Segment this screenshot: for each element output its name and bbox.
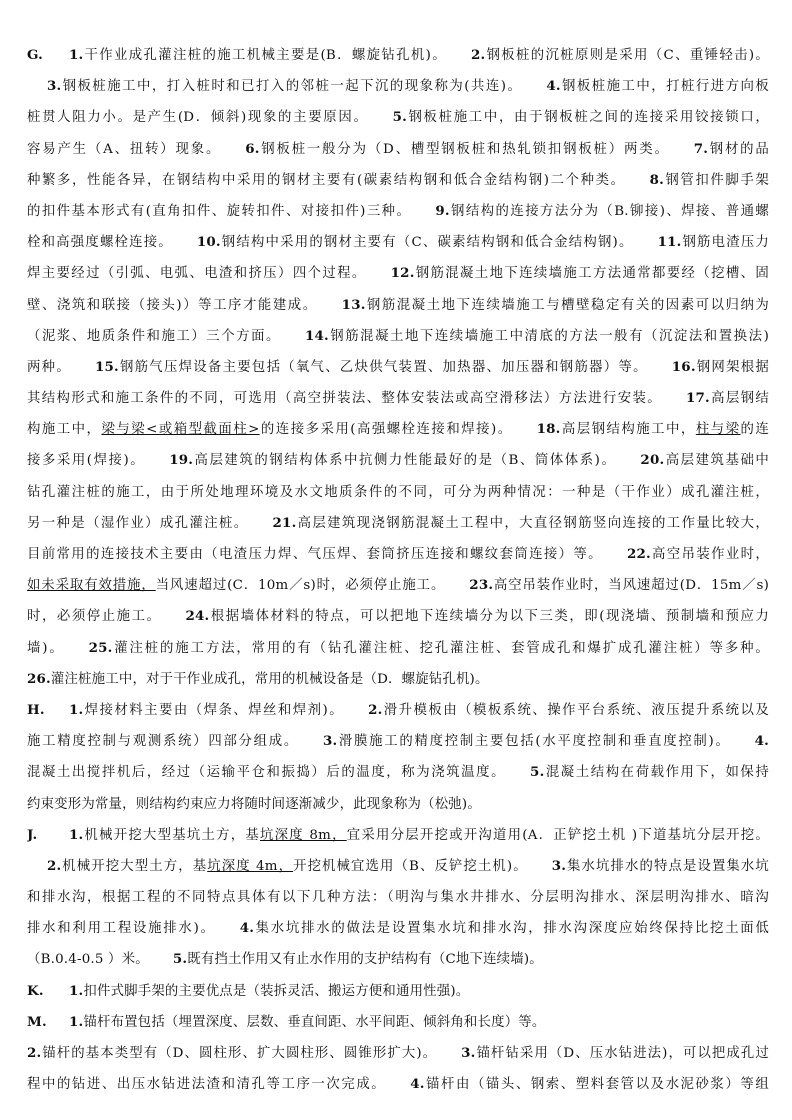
text-line — [27, 851, 769, 882]
body-text: 高空吊装作业时，当风速超过(D．15m／s) — [493, 578, 769, 594]
item-number: 1. — [69, 826, 84, 843]
text-line — [27, 71, 769, 102]
body-text: 钢筋混凝土地下连续墙施工方法通常都要经（挖槽、固 — [414, 266, 769, 282]
body-text: 的扣件基本形式有(直角扣件、旋转扣件、对接扣件)三种。 — [27, 203, 412, 219]
item-number: 2. — [27, 1045, 42, 1061]
text-line — [27, 1038, 769, 1069]
text-line — [27, 165, 769, 196]
section-letter: J. — [27, 826, 38, 843]
item-number: 14. — [305, 327, 329, 344]
text-line — [27, 882, 769, 913]
item-number: 19. — [169, 452, 194, 469]
body-text: 的连接多采用(高强螺栓连接和焊接)。 — [259, 422, 513, 438]
section-letter: M. — [27, 1013, 47, 1030]
body-text: 既有挡土作用又有止水作用的支护结构有（C地下连续墙)。 — [187, 952, 543, 968]
text-line — [27, 352, 769, 383]
body-text: 的连 — [740, 422, 769, 438]
body-text: 当风速超过(C．10m／s)时，必须停止施工。 — [155, 578, 446, 594]
body-text: 栓和高强度螺栓连接。 — [27, 235, 173, 251]
text-line — [27, 196, 769, 227]
item-number: 3. — [47, 78, 62, 95]
body-text: 钢网架根据 — [695, 359, 769, 375]
text-line — [27, 508, 769, 539]
item-number: 22. — [626, 546, 651, 562]
item-number: 5. — [392, 109, 407, 126]
item-number: 10. — [196, 234, 221, 251]
section-letter: H. — [27, 701, 45, 718]
body-text: 接多采用(焊接)。 — [27, 453, 146, 469]
body-text: 钻孔灌注桩的施工，由于所处地理环境及水文地质条件的不同，可分为两种情况：一种是（干作业）成孔灌注桩， — [27, 484, 769, 500]
item-number: 16. — [671, 358, 696, 375]
body-text: 钢结构的连接方法分为（B.铆接)、焊接、普通螺 — [449, 203, 769, 219]
item-number: 24. — [185, 608, 210, 625]
item-number: 4. — [410, 1076, 425, 1093]
text-line — [27, 757, 769, 788]
item-number: 17. — [686, 390, 710, 407]
item-number: 18. — [536, 421, 561, 438]
body-text: 锚杆钻采用（D、压水钻进法)，可以把成孔过 — [475, 1046, 769, 1061]
body-text: 高层建筑基础中 — [664, 453, 769, 469]
body-text: 钢筋混凝土地下连续墙施工与槽壁稳定有关的因素可以归纳为 — [365, 297, 769, 313]
body-text: 灌注桩的施工方法，常用的有（钻孔灌注桩、挖孔灌注桩、套管成孔和爆扩成孔灌注桩）等多种。 — [112, 640, 769, 656]
item-number: 2. — [470, 47, 486, 63]
body-text: 施工精度控制与观测系统）四部分组成。 — [27, 734, 300, 750]
body-text: 桩贯人阻力小。是产生(D．倾斜)现象的主要原因。 — [27, 110, 369, 126]
body-text: 约束变形为常量，则结构约束应力将随时间逐渐减少，此现象称为（松弛)。 — [27, 796, 481, 812]
text-line — [27, 601, 769, 632]
body-text: 墙)。 — [27, 640, 65, 656]
body-text: 锚杆的基本类型有（D、圆柱形、扩大圆柱形、圆锥形扩大)。 — [41, 1046, 438, 1061]
body-text: 钢板桩的沉桩原则是采用（C、重锤轻击)。 — [485, 48, 769, 63]
text-line — [27, 726, 769, 757]
body-text: 排水和利用工程设施排水)。 — [27, 921, 216, 937]
item-number: 6. — [245, 140, 260, 157]
body-text: 时，必须停止施工。 — [27, 609, 162, 625]
item-number: 4. — [546, 78, 561, 95]
item-number: 4. — [239, 920, 255, 937]
body-text: 焊主要经过（引弧、电弧、电渣和挤压）四个过程。 — [27, 266, 367, 282]
underlined-text: 坑深度 4m， — [207, 858, 294, 874]
text-line — [27, 414, 769, 445]
item-number: 1. — [69, 47, 84, 63]
item-number: 1. — [69, 701, 84, 718]
body-text: 集水坑排水的做法是设置集水坑和排水沟，排水沟深度应始终保持比挖土面低 — [254, 921, 769, 937]
text-line — [27, 944, 769, 975]
item-number: 3. — [551, 857, 567, 874]
body-text: 高层建筑现浇钢筋混凝土工程中，大直径钢筋竖向连接的工作量比较大， — [296, 515, 769, 531]
body-text: 焊接材料主要由（焊条、焊丝和焊剂)。 — [83, 702, 345, 718]
text-line — [27, 789, 769, 820]
text-line — [27, 1007, 769, 1038]
item-number: 3. — [461, 1045, 476, 1061]
body-text: 开挖机械宜选用（B、反铲挖土机)。 — [293, 858, 528, 874]
item-number: 4. — [754, 733, 769, 750]
body-text: 集水坑排水的特点是设置集水坑 — [566, 858, 769, 874]
text-line — [27, 976, 769, 1007]
body-text: 干作业成孔灌注桩的施工机械主要是(B．螺旋钻孔机)。 — [83, 48, 447, 63]
text-line — [27, 570, 769, 601]
text-line — [27, 820, 769, 851]
text-line — [27, 258, 769, 289]
body-text: 容易产生（A、扭转）现象。 — [27, 141, 222, 157]
item-number: 15. — [94, 358, 119, 375]
body-text: 其结构形式和施工条件的不同，可选用（高空拼装法、整体安装法或高空滑移法）方法进行安装。 — [27, 391, 662, 407]
item-number: 26. — [27, 670, 51, 687]
text-line — [27, 539, 769, 570]
item-number: 13. — [341, 296, 366, 313]
document-page — [27, 40, 769, 1100]
text-line — [27, 134, 769, 165]
underlined-text: 如未采取有效措施， — [27, 578, 156, 594]
body-text: 钢筋电渣压力 — [681, 235, 769, 251]
body-text: 机械开挖大型土方，基 — [61, 858, 208, 874]
body-text: 两种。 — [27, 359, 71, 375]
body-text: 扣件式脚手架的主要优点是（装拆灵活、搬运方便和通用性强)。 — [83, 983, 470, 999]
item-number: 21. — [272, 514, 297, 531]
body-text: 构施工中， — [27, 422, 102, 438]
item-number: 5. — [530, 764, 545, 781]
item-number: 7. — [693, 140, 709, 157]
underlined-text: 梁与梁<或箱型截面柱> — [101, 422, 260, 438]
body-text: 钢板桩施工中，打入桩时和已打入的邻桩一起下沉的现象称为(共连)。 — [61, 79, 523, 95]
body-text: 钢材的品 — [708, 141, 769, 157]
body-text: 高层钢结构施工中， — [560, 422, 696, 438]
body-text: 滑膜施工的精度控制主要包括(水平度控制和垂直度控制)。 — [337, 734, 731, 750]
text-line — [27, 445, 769, 476]
item-number: 23. — [469, 577, 494, 594]
item-number: 12. — [390, 265, 415, 282]
item-number: 2. — [368, 701, 383, 718]
text-line — [27, 321, 769, 352]
body-text: 锚杆由（锚头、钢索、塑料套管以及水泥砂浆）等组 — [424, 1077, 769, 1093]
section-letter: K. — [27, 982, 44, 999]
body-text: （泥浆、地质条件和施工）三个方面。 — [27, 328, 282, 344]
text-line — [27, 913, 769, 944]
item-number: 9. — [435, 202, 450, 219]
text-line — [27, 1069, 769, 1100]
item-number: 20. — [640, 452, 665, 469]
section-letter: G. — [27, 47, 44, 63]
body-text: （B.0.4-0.5 ）米。 — [27, 952, 149, 968]
item-number: 5. — [172, 951, 188, 968]
text-line — [27, 383, 769, 414]
body-text: 种繁多，性能各异，在钢结构中采用的钢材主要有(碳素结构钢和低合金结构钢)二个种类。 — [27, 172, 626, 188]
body-text: 程中的钻进、出压水钻进法渣和清孔等工序一次完成。 — [27, 1077, 387, 1093]
text-line — [27, 290, 769, 321]
item-number: 11. — [657, 234, 682, 251]
body-text: 混凝土结构在荷载作用下，如保持 — [544, 765, 769, 781]
body-text: 宜采用分层开挖或开沟道用(A．正铲挖土机 )下道基坑分层开挖。 — [346, 827, 769, 843]
item-number: 8. — [649, 171, 664, 188]
item-number: 3. — [323, 733, 338, 750]
text-line — [27, 477, 769, 508]
text-line — [27, 664, 769, 695]
body-text: 钢筋混凝土地下连续墙施工中清底的方法一般有（沉淀法和置换法) — [328, 328, 769, 344]
body-text: 高层建筑的钢结构体系中抗侧力性能最好的是（B、筒体体系)。 — [193, 453, 617, 469]
item-number: 2. — [47, 857, 62, 874]
body-text: 根据墙体材料的特点，可以把地下连续墙分为以下三类，即(现浇墙、预制墙和预应力 — [209, 609, 769, 625]
item-number: 1. — [69, 1013, 84, 1030]
underlined-text: 坑深度 8m， — [260, 827, 347, 843]
body-text: 壁、浇筑和联接（接头)）等工序才能建成。 — [27, 297, 318, 313]
text-line — [27, 227, 769, 258]
body-text: 钢筋气压焊设备主要包括（氧气、乙炔供气装置、加热器、加压器和钢筋器）等。 — [118, 359, 648, 375]
body-text: 锚杆布置包括（埋置深度、层数、垂直间距、水平间距、倾斜角和长度）等。 — [83, 1014, 546, 1030]
body-text: 高层钢结 — [709, 391, 769, 407]
text-line — [27, 40, 769, 71]
body-text: 高空吊装作业时， — [650, 547, 769, 562]
body-text: 滑升模板由（模板系统、操作平台系统、液压提升系统以及 — [382, 702, 769, 718]
body-text: 钢板桩施工中，打桩行进方向板 — [560, 79, 769, 95]
body-text: 钢管扣件脚手架 — [664, 172, 769, 188]
body-text: 钢板桩施工中，由于钢板桩之间的连接采用铰接锁口， — [406, 110, 769, 126]
body-text: 混凝土出搅拌机后，经过（运输平仓和振捣）后的温度，称为浇筑温度。 — [27, 765, 507, 781]
text-line — [27, 102, 769, 133]
body-text: 灌注桩施工中，对于干作业成孔，常用的机械设备是（D．螺旋钻孔机)。 — [50, 671, 489, 687]
text-line — [27, 633, 769, 664]
body-text: 另一种是（湿作业）成孔灌注桩。 — [27, 515, 249, 531]
body-text: 钢结构中采用的钢材主要有（C、碳素结构钢和低合金结构钢)。 — [220, 235, 634, 251]
body-text: 目前常用的连接技术主要由（电渣压力焊、气压焊、套筒挤压连接和螺纹套筒连接）等。 — [27, 547, 603, 562]
item-number: 25. — [88, 639, 113, 656]
underlined-text: 柱与梁 — [695, 422, 741, 438]
body-text: 钢板桩一般分为（D、槽型钢板桩和热轧锁扣钢板桩）两类。 — [259, 141, 670, 157]
body-text: 机械开挖大型基坑土方，基 — [83, 827, 261, 843]
body-text: 和排水沟，根据工程的不同特点具体有以下几种方法：（明沟与集水井排水、分层明沟排水、深层明沟排水、暗沟 — [27, 890, 769, 906]
item-number: 1. — [69, 982, 84, 999]
text-line — [27, 695, 769, 726]
